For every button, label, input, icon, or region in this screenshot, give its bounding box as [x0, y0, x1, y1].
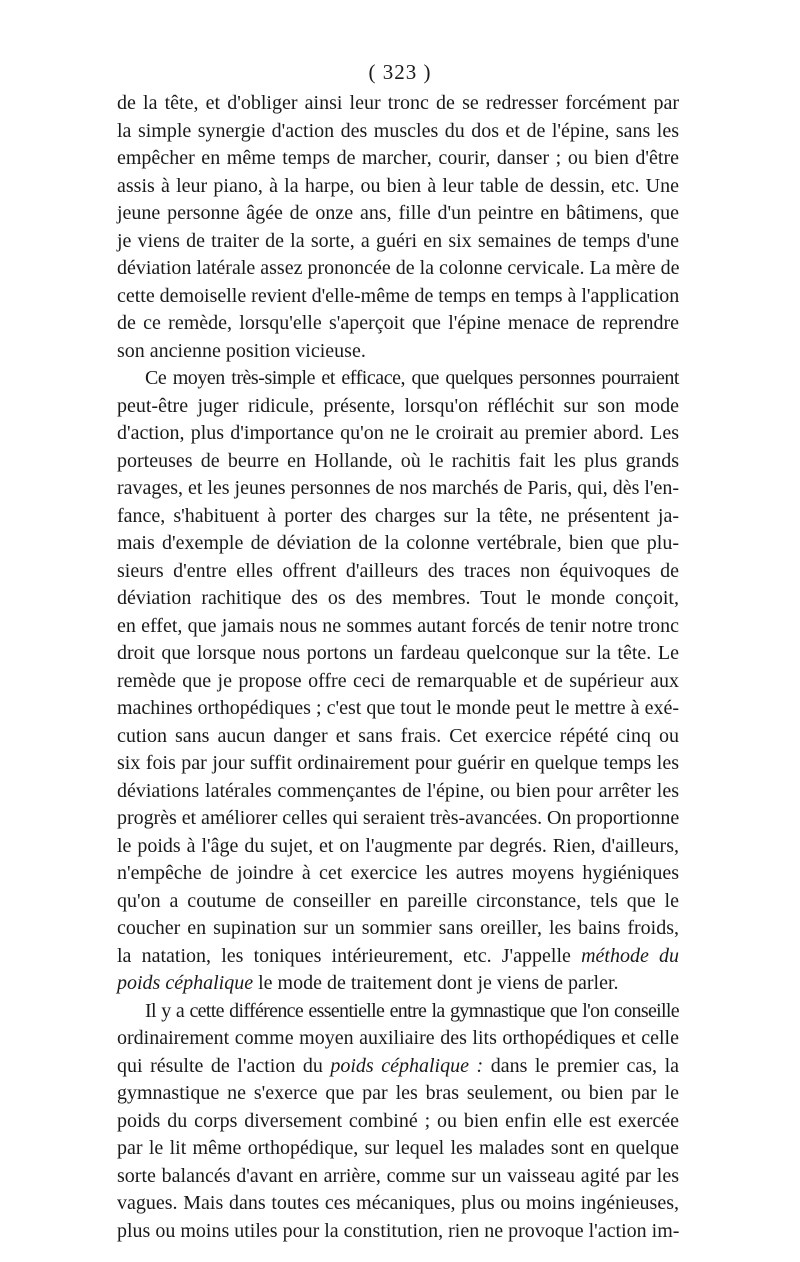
text-line: mais d'exemple de déviation de la colonne vertébrale, bien que plu-	[117, 532, 679, 554]
text-line	[117, 1053, 679, 1081]
text-line: Il y a cette différence essentielle entre la gymnastique que l'on conseille	[145, 999, 679, 1022]
text-line: déviation latérale assez prononcée de la colonne cervicale. La mère de	[117, 257, 680, 279]
text-segment: qui résulte de l'action du	[117, 1054, 323, 1077]
text-line: cution sans aucun danger et sans frais. Cet exercice répété cinq ou	[117, 724, 679, 747]
text-line: d'action, plus d'importance qu'on ne le croirait au premier abord. Les	[117, 422, 679, 444]
italic-term: poids céphalique	[117, 972, 254, 994]
text-line: n'empêche de joindre à cet exercice les autres moyens hygiéniques	[117, 862, 679, 884]
text-line: Ce moyen très-simple et efficace, que quelques personnes pourraient	[145, 367, 679, 389]
text-line: sieurs d'entre elles offrent d'ailleurs des traces non équivoques de	[117, 559, 679, 582]
text-line: de la tête, et d'obliger ainsi leur tronc de se redresser forcément par	[117, 92, 679, 114]
text-line: déviations latérales commençantes de l'épine, ou bien pour arrêter les	[117, 779, 679, 802]
text-line: déviation rachitique des os des membres. Tout le monde conçoit,	[117, 587, 679, 609]
text-line: machines orthopédiques ; c'est que tout le monde peut le mettre à exé-	[117, 697, 679, 719]
text-line: droit que lorsque nous portons un fardeau quelconque sur la tête. Le	[117, 642, 679, 664]
body-text	[117, 90, 679, 1245]
text-line: qu'on a coutume de conseiller en pareille circonstance, tels que le	[117, 889, 679, 912]
text-line: cette demoiselle revient d'elle-même de temps en temps à l'application	[117, 284, 680, 307]
text-line: porteuses de beurre en Hollande, où le rachitis fait les plus grands	[117, 449, 679, 472]
text-line: la simple synergie d'action des muscles du dos et de l'épine, sans les	[117, 119, 679, 142]
italic-term: méthode du	[581, 944, 679, 967]
text-line	[117, 943, 679, 971]
text-line: progrès et améliorer celles qui seraient très-avancées. On proportionne	[117, 807, 680, 829]
text-line: poids du corps diversement combiné ; ou bien enfin elle est exercée	[117, 1109, 679, 1132]
text-line: vagues. Mais dans toutes ces mécaniques, plus ou moins ingénieuses,	[117, 1192, 679, 1214]
text-line: coucher en supination sur un sommier sans oreiller, les bains froids,	[117, 917, 679, 939]
text-line: le poids à l'âge du sujet, et on l'augmente par degrés. Rien, d'ailleurs,	[117, 834, 679, 857]
text-line: ordinairement comme moyen auxiliaire des lits orthopédiques et celle	[117, 1027, 679, 1049]
text-line: peut-être juger ridicule, présente, lorsqu'on réfléchit sur son mode	[117, 394, 679, 417]
text-segment: la natation, les toniques intérieurement, etc. J'appelle	[117, 944, 571, 967]
page-number: ( 323 )	[368, 60, 432, 84]
text-line	[117, 970, 679, 998]
text-line: remède que je propose offre ceci de remarquable et de supérieur aux	[117, 669, 679, 692]
italic-term: poids céphalique :	[330, 1054, 484, 1077]
text-line: sorte balancés d'avant en arrière, comme sur un vaisseau agité par les	[117, 1164, 679, 1187]
text-line: gymnastique ne s'exerce que par les bras seulement, ou bien par le	[117, 1082, 679, 1104]
text-line: plus ou moins utiles pour la constitution, rien ne provoque l'action im-	[117, 1219, 680, 1242]
text-segment: le mode de traitement dont je viens de parler.	[258, 972, 619, 994]
text-line: son ancienne position vicieuse.	[117, 339, 366, 362]
text-line: empêcher en même temps de marcher, courir, danser ; ou bien d'être	[117, 147, 679, 169]
text-line: de ce remède, lorsqu'elle s'aperçoit que l'épine menace de reprendre	[117, 312, 679, 334]
text-line: par le lit même orthopédique, sur lequel les malades sont en quelque	[117, 1137, 679, 1159]
text-line: jeune personne âgée de onze ans, fille d'un peintre en bâtimens, que	[117, 202, 679, 224]
text-line: ravages, et les jeunes personnes de nos marchés de Paris, qui, dès l'en-	[117, 477, 679, 499]
text-line: je viens de traiter de la sorte, a guéri en six semaines de temps d'une	[117, 229, 679, 252]
text-segment: dans le premier cas, la	[490, 1054, 680, 1077]
text-line: six fois par jour suffit ordinairement pour guérir en quelque temps les	[117, 752, 679, 774]
text-line: fance, s'habituent à porter des charges sur la tête, ne présentent ja-	[117, 504, 679, 527]
text-line: en effet, que jamais nous ne sommes autant forcés de tenir notre tronc	[117, 614, 679, 637]
text-line: assis à leur piano, à la harpe, ou bien à leur table de dessin, etc. Une	[117, 174, 679, 197]
